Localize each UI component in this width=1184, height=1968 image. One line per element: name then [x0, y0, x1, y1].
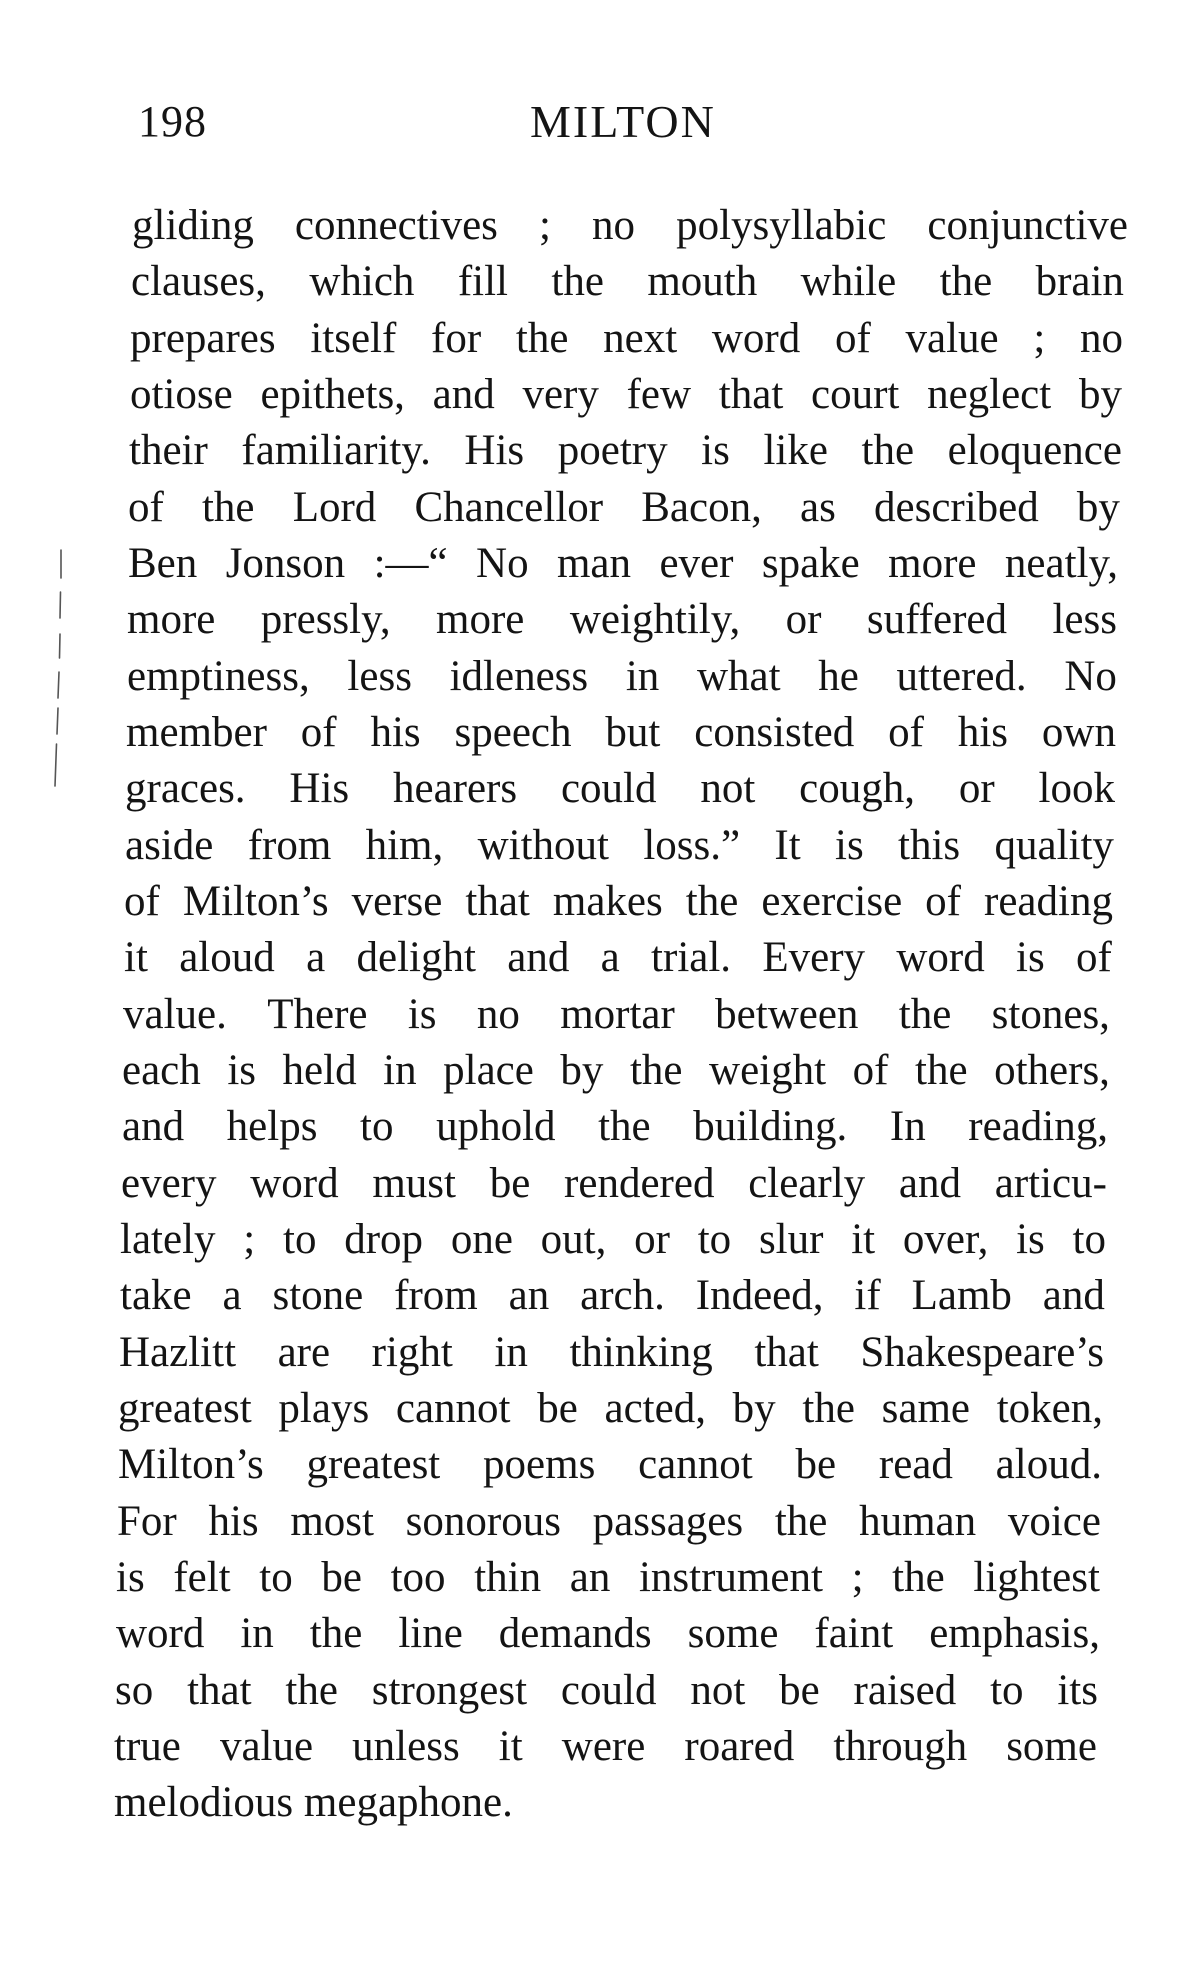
word: or: [785, 596, 822, 643]
word: it: [124, 934, 148, 981]
word: connectives: [294, 202, 498, 249]
word: spake: [761, 540, 860, 587]
word: In: [889, 1103, 926, 1150]
word: Jonson: [225, 540, 346, 587]
word: reading,: [968, 1103, 1108, 1150]
word: the: [551, 258, 604, 305]
word: a: [600, 934, 620, 981]
word: For: [117, 1498, 177, 1545]
text-line: [118, 1437, 1102, 1493]
word: man: [556, 540, 632, 587]
word: thinking: [569, 1329, 713, 1376]
text-line: [126, 705, 1116, 761]
word: the: [309, 1610, 363, 1657]
word: Bacon,: [641, 484, 762, 531]
word: idleness: [449, 653, 589, 700]
word: gliding: [132, 202, 254, 249]
word: Ben: [128, 540, 198, 587]
word: weightily,: [569, 596, 741, 643]
word: by: [1078, 371, 1122, 418]
word: be: [795, 1441, 837, 1488]
word: for: [431, 315, 482, 362]
word: neglect: [927, 371, 1052, 418]
word: greatest: [306, 1441, 441, 1488]
word: less: [1052, 596, 1117, 643]
word: Lamb: [911, 1272, 1012, 1319]
word: held: [282, 1047, 357, 1094]
text-line: [127, 592, 1117, 648]
word: demands: [498, 1610, 652, 1657]
word: prepares: [130, 315, 276, 362]
word: an: [569, 1554, 611, 1601]
word: of: [852, 1047, 889, 1094]
word: own: [1041, 709, 1116, 756]
word: neatly,: [1004, 540, 1118, 587]
word: to: [697, 1216, 732, 1263]
word: the: [774, 1498, 828, 1545]
word: uttered.: [896, 653, 1027, 700]
word: to: [283, 1216, 317, 1263]
word: Chancellor: [414, 484, 604, 531]
word: brain: [1035, 258, 1124, 305]
word: building.: [693, 1103, 848, 1150]
word: as: [800, 484, 836, 531]
text-line: [116, 1550, 1100, 1606]
word: the: [598, 1103, 651, 1150]
word: are: [277, 1329, 331, 1376]
word: read: [878, 1441, 953, 1488]
word: not: [700, 765, 756, 812]
word: others,: [994, 1047, 1110, 1094]
word: is: [1016, 1216, 1045, 1263]
word: No: [1064, 653, 1117, 700]
text-line: [130, 311, 1123, 367]
word: Indeed,: [695, 1272, 824, 1319]
word: court: [810, 371, 900, 418]
word: of: [128, 484, 164, 531]
word: without: [477, 822, 609, 869]
word: in: [625, 653, 660, 700]
word: were: [561, 1723, 646, 1770]
word: their: [129, 427, 208, 474]
word: value.: [123, 991, 227, 1038]
word: his: [957, 709, 1009, 756]
word: faint: [814, 1610, 894, 1657]
word: Milton’s: [118, 1441, 264, 1488]
word: by: [560, 1047, 604, 1094]
word: ;: [1033, 315, 1046, 362]
word: token,: [996, 1385, 1103, 1432]
word: emphasis,: [929, 1610, 1100, 1657]
word: is: [407, 991, 437, 1038]
word: is: [701, 427, 730, 474]
word: to: [990, 1667, 1024, 1714]
word: most: [290, 1498, 374, 1545]
word: to: [360, 1103, 394, 1150]
word: be: [321, 1554, 362, 1601]
word: strongest: [371, 1667, 528, 1714]
word: could: [560, 765, 657, 812]
word: of: [888, 709, 924, 756]
word: mouth: [647, 258, 758, 305]
word: each: [122, 1047, 201, 1094]
word: not: [690, 1667, 746, 1714]
word: ;: [538, 202, 551, 249]
word: lightest: [973, 1554, 1100, 1601]
word: of: [300, 709, 337, 756]
word: in: [383, 1047, 417, 1094]
word: the: [515, 315, 569, 362]
word: of: [124, 878, 160, 925]
text-line: [131, 254, 1124, 310]
word: plays: [278, 1385, 370, 1432]
word: to: [259, 1554, 293, 1601]
word: Lord: [292, 484, 377, 531]
word: in: [494, 1329, 528, 1376]
word: he: [818, 653, 859, 700]
word: conjunctive: [927, 202, 1128, 249]
word: of: [834, 315, 871, 362]
text-line: [115, 1663, 1098, 1719]
word: raised: [853, 1667, 957, 1714]
word: arch.: [580, 1272, 665, 1319]
word: between: [715, 991, 859, 1038]
word: by: [1076, 484, 1120, 531]
word: from: [394, 1272, 478, 1319]
word: familiarity.: [241, 427, 431, 474]
word: mortar: [560, 991, 675, 1038]
page-number: 198: [138, 97, 207, 146]
word: human: [859, 1498, 977, 1545]
word: the: [939, 258, 993, 305]
word: cough,: [799, 765, 915, 812]
word: take: [120, 1272, 192, 1319]
word: polysyllabic: [676, 202, 887, 249]
text-line: [122, 1099, 1108, 1155]
word: every: [121, 1160, 217, 1207]
word: and: [507, 934, 570, 981]
word: to: [1072, 1216, 1106, 1263]
text-line: [128, 480, 1120, 536]
word: emptiness,: [127, 653, 310, 700]
word: poetry: [557, 427, 668, 474]
word: suffered: [866, 596, 1007, 643]
word: word: [116, 1610, 205, 1657]
text-line: [120, 1212, 1106, 1268]
text-line: [116, 1606, 1100, 1662]
word: or: [634, 1216, 670, 1263]
word: word: [896, 934, 985, 981]
word: like: [763, 427, 828, 474]
word: loss.”: [643, 822, 741, 869]
word: his: [208, 1498, 259, 1545]
word: more: [436, 596, 525, 643]
word: that: [754, 1329, 819, 1376]
word: line: [398, 1610, 463, 1657]
word: There: [267, 991, 368, 1038]
running-title: MILTON: [530, 96, 716, 147]
text-line: [120, 1268, 1105, 1324]
word: very: [522, 371, 599, 418]
word: that: [718, 371, 784, 418]
word: is: [835, 822, 864, 869]
word: and: [432, 371, 495, 418]
text-line: [125, 761, 1115, 817]
text-line: [122, 1043, 1110, 1099]
word: :—“: [373, 540, 448, 587]
word: it: [851, 1216, 876, 1263]
word: drop: [344, 1216, 424, 1263]
word: clearly: [748, 1160, 866, 1207]
word: but: [605, 709, 661, 756]
word: next: [603, 315, 678, 362]
word: aloud: [179, 934, 275, 981]
word: some: [1006, 1723, 1097, 1770]
word: pressly,: [260, 596, 391, 643]
word: articu-: [994, 1160, 1107, 1207]
word: trial.: [651, 934, 732, 981]
word: through: [833, 1723, 968, 1770]
word: from: [247, 822, 332, 869]
word: is: [1016, 934, 1045, 981]
word: aside: [125, 822, 214, 869]
text-line: [124, 874, 1113, 930]
word: instrument: [638, 1554, 823, 1601]
word: the: [285, 1667, 338, 1714]
word: passages: [592, 1498, 744, 1545]
word: it: [498, 1723, 523, 1770]
word: the: [802, 1385, 855, 1432]
word: over,: [902, 1216, 989, 1263]
word: Milton’s: [182, 878, 329, 925]
word: too: [390, 1554, 446, 1601]
word: the: [685, 878, 739, 925]
word: slur: [758, 1216, 824, 1263]
word: poems: [483, 1441, 596, 1488]
word: his: [370, 709, 421, 756]
word: more: [127, 596, 216, 643]
word: and: [122, 1103, 185, 1150]
word: epithets,: [260, 371, 405, 418]
word: His: [289, 765, 350, 812]
word: cannot: [638, 1441, 753, 1488]
text-line: [129, 423, 1122, 479]
text-line: [117, 1494, 1101, 1550]
word: unless: [352, 1723, 460, 1770]
word: thin: [474, 1554, 542, 1601]
word: It: [774, 822, 801, 869]
word: Shakespeare’s: [860, 1329, 1104, 1376]
word: voice: [1007, 1498, 1101, 1545]
word: a: [222, 1272, 242, 1319]
word: so: [115, 1667, 154, 1714]
word: look: [1038, 765, 1115, 812]
word: be: [779, 1667, 820, 1714]
word: out,: [540, 1216, 607, 1263]
word: must: [372, 1160, 456, 1207]
word: quality: [994, 822, 1114, 869]
word: more: [888, 540, 977, 587]
word: reading: [984, 878, 1113, 925]
word: one: [450, 1216, 513, 1263]
word: acted,: [604, 1385, 706, 1432]
word: an: [508, 1272, 550, 1319]
word: No: [476, 540, 529, 587]
text-line: [124, 930, 1112, 986]
text-line: [128, 536, 1118, 592]
word: itself: [310, 315, 397, 362]
word: helps: [226, 1103, 318, 1150]
word: is: [227, 1047, 256, 1094]
word: no: [592, 202, 636, 249]
word: graces.: [125, 765, 246, 812]
word: word: [711, 315, 801, 362]
text-line: [114, 1719, 1097, 1775]
word: what: [696, 653, 781, 700]
word: the: [861, 427, 915, 474]
word: lately: [120, 1216, 216, 1263]
word: Every: [762, 934, 866, 981]
word: the: [629, 1047, 683, 1094]
word: described: [874, 484, 1039, 531]
word: him,: [365, 822, 444, 869]
word: this: [898, 822, 961, 869]
word: while: [800, 258, 897, 305]
word: and: [1042, 1272, 1105, 1319]
word: less: [347, 653, 412, 700]
word: ;: [851, 1554, 864, 1601]
word: consisted: [694, 709, 855, 756]
word: the: [898, 991, 952, 1038]
text-line: [132, 198, 1128, 254]
word: its: [1057, 1667, 1098, 1714]
word: in: [240, 1610, 274, 1657]
word: is: [116, 1554, 145, 1601]
word: speech: [454, 709, 572, 756]
word: clauses,: [131, 258, 266, 305]
word: stone: [272, 1272, 364, 1319]
text-line: melodious megaphone.: [114, 1779, 513, 1826]
word: no: [1079, 315, 1123, 362]
word: some: [687, 1610, 779, 1657]
text-line: [121, 1156, 1107, 1212]
word: rendered: [564, 1160, 715, 1207]
word: delight: [356, 934, 476, 981]
word: the: [201, 484, 255, 531]
word: the: [892, 1554, 945, 1601]
word: be: [537, 1385, 578, 1432]
word: stones,: [991, 991, 1110, 1038]
word: cannot: [395, 1385, 511, 1432]
word: no: [476, 991, 520, 1038]
text-line: [125, 818, 1114, 874]
word: and: [898, 1160, 961, 1207]
text-line: [119, 1325, 1104, 1381]
word: ever: [659, 540, 734, 587]
word: place: [443, 1047, 534, 1094]
word: makes: [552, 878, 663, 925]
text-line: [130, 367, 1122, 423]
word: that: [465, 878, 530, 925]
word: roared: [684, 1723, 795, 1770]
word: few: [626, 371, 692, 418]
word: felt: [173, 1554, 231, 1601]
text-line: [123, 987, 1110, 1043]
word: be: [489, 1160, 531, 1207]
word: word: [250, 1160, 339, 1207]
word: fill: [457, 258, 508, 305]
word: could: [560, 1667, 657, 1714]
word: eloquence: [947, 427, 1122, 474]
word: weight: [709, 1047, 827, 1094]
word: true: [114, 1723, 181, 1770]
word: member: [126, 709, 267, 756]
word: which: [309, 258, 415, 305]
word: otiose: [130, 371, 233, 418]
word: that: [187, 1667, 252, 1714]
word: the: [915, 1047, 968, 1094]
word: aloud.: [995, 1441, 1102, 1488]
word: hearers: [392, 765, 518, 812]
word: a: [306, 934, 326, 981]
word: sonorous: [405, 1498, 561, 1545]
word: by: [732, 1385, 776, 1432]
word: same: [881, 1385, 970, 1432]
word: value: [219, 1723, 314, 1770]
word: exercise: [761, 878, 903, 925]
word: His: [464, 427, 525, 474]
text-line: [118, 1381, 1103, 1437]
word: greatest: [118, 1385, 252, 1432]
word: of: [925, 878, 961, 925]
word: ;: [243, 1216, 256, 1263]
word: Hazlitt: [119, 1329, 237, 1376]
word: of: [1076, 934, 1112, 981]
word: verse: [351, 878, 443, 925]
word: or: [958, 765, 995, 812]
word: right: [371, 1329, 453, 1376]
word: value: [905, 315, 999, 362]
word: uphold: [436, 1103, 556, 1150]
word: if: [854, 1272, 881, 1319]
text-line: [127, 649, 1117, 705]
